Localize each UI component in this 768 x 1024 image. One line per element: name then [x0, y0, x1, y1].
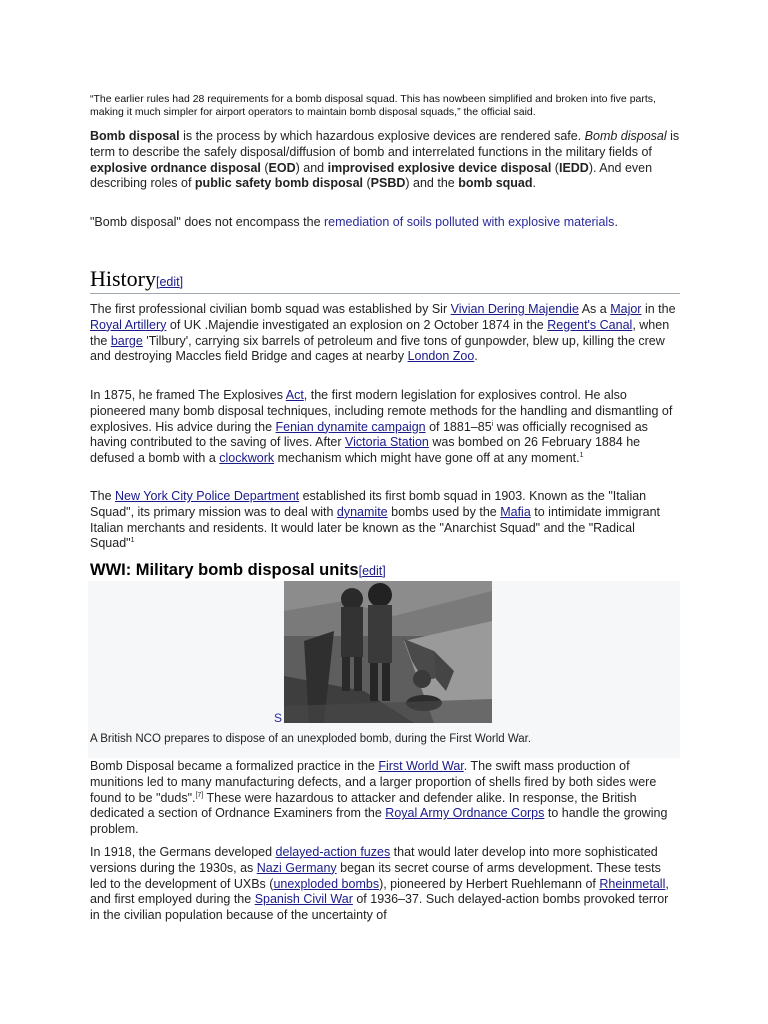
text: of 1881–85: [425, 419, 492, 434]
term-iedd-full: improvised explosive device disposal: [327, 160, 552, 175]
text: of UK .Majendie investigated an explosion on 2 October 1874 in the: [166, 317, 548, 332]
wwi-paragraph-2: [90, 845, 680, 924]
text: , and first employed during the: [90, 876, 669, 907]
link-mafia[interactable]: Mafia: [500, 504, 531, 519]
link-major[interactable]: Major: [610, 302, 642, 316]
term-eod: EOD: [268, 160, 296, 175]
term-italic: Bomb disposal: [584, 129, 667, 143]
link-soil-remediation[interactable]: remediation of soils polluted with explosive materials: [324, 215, 615, 229]
text: These were hazardous to attacker and defender alike. In response, the British dedicated a section of Ordnance Examiners from the: [90, 790, 637, 821]
text: Bomb Disposal became a formalized practice in the: [90, 759, 379, 773]
history-paragraph-1: [90, 302, 680, 365]
text: of 1936–37. Such delayed-action bombs provoked terror in the civilian population because of the uncertainty of: [90, 892, 669, 923]
text: As a: [578, 302, 611, 316]
figure-label[interactable]: S: [274, 711, 283, 725]
term-iedd: IEDD: [558, 160, 589, 175]
text: was officially recognised as having contributed to the saving of lives. After: [90, 419, 648, 450]
link-act[interactable]: Act: [285, 388, 304, 402]
link-unexploded-bombs[interactable]: unexploded bombs: [273, 876, 380, 891]
intro-text: (: [551, 160, 559, 175]
term-bomb-squad: bomb squad: [458, 176, 533, 191]
heading-divider: [90, 293, 680, 294]
history-paragraph-3: [90, 489, 680, 552]
text: in the: [641, 302, 676, 316]
citation-marker[interactable]: 1: [579, 452, 584, 460]
edit-link-wwi[interactable]: edit: [362, 564, 383, 578]
text: to intimidate immigrant Italian merchants and residents. It would later be known as the "Anarchist Squad" and the "Radical Squad": [90, 504, 661, 551]
bomb-disposal-photo[interactable]: [284, 581, 492, 723]
scope-text: .: [614, 215, 618, 229]
text: In 1918, the Germans developed: [90, 845, 276, 859]
intro-paragraph: [90, 129, 680, 192]
link-london-zoo[interactable]: London Zoo: [407, 349, 475, 364]
link-royal-artillery[interactable]: Royal Artillery: [90, 317, 167, 332]
history-paragraph-2: [90, 388, 680, 467]
text: mechanism which might have gone off at any moment.: [274, 451, 580, 466]
edit-bracket: [: [358, 564, 363, 578]
text: was bombed on 26 February 1884 he defused a bomb with a: [90, 435, 641, 466]
term-psbd: PSBD: [370, 176, 406, 191]
text: began its secret course of arms development. These tests led to the development of UXBs (: [90, 860, 661, 891]
text: The: [90, 489, 116, 503]
intro-text: (: [260, 160, 269, 175]
pull-quote: “The earlier rules had 28 requirements for a bomb disposal squad. This has nowbeen simplified and broken into five parts, making it much simpler for airport operators to maintain bomb disposal squads,” the official said.: [90, 93, 656, 118]
edit-link-history[interactable]: edit: [159, 275, 180, 289]
text: The first professional civilian bomb squad was established by Sir: [90, 302, 451, 316]
edit-bracket: ]: [382, 564, 386, 578]
citation-marker[interactable]: [7]: [195, 791, 204, 799]
text: , the first modern legislation for explosives control. He also pioneered many bomb disposal techniques, including remote methods for the handling and dismantling of explosives. His advice during the: [90, 388, 673, 434]
term-eod-full: explosive ordnance disposal: [90, 160, 261, 175]
text: .: [474, 349, 478, 364]
history-heading: [90, 266, 680, 292]
text: 'Tilbury', carrying six barrels of petroleum and five tons of gunpowder, blew up, killing the crew and destroying Maccles field Bridge and cages at nearby: [90, 333, 665, 364]
link-vivian-majendie[interactable]: Vivian Dering Majendie: [450, 302, 579, 316]
intro-text: ) and the: [405, 176, 459, 191]
text: established its first bomb squad in 1903. Known as the "Italian Squad", its primary mission was to deal with: [90, 489, 647, 519]
link-dynamite[interactable]: dynamite: [336, 504, 388, 519]
text: that would later develop into more sophisticated versions during the 1930s, as: [90, 845, 658, 875]
term-bomb-disposal: Bomb disposal: [90, 129, 180, 143]
text: . The swift mass production of munitions led to many manufacturing defects, and a larger proportion of shells fired by both sides were found to be "duds".: [90, 759, 657, 805]
link-fenian-campaign[interactable]: Fenian dynamite campaign: [275, 419, 426, 434]
link-regents-canal[interactable]: Regent's Canal: [547, 317, 633, 332]
intro-text: .: [532, 176, 537, 191]
text: ), pioneered by Herbert Ruehlemann of: [379, 876, 600, 891]
intro-text: ). And even describing roles of: [90, 160, 653, 191]
wwi-heading-text: WWI: Military bomb disposal units: [90, 561, 359, 579]
citation-marker[interactable]: 1: [130, 537, 135, 545]
scope-paragraph: [90, 215, 680, 231]
link-first-world-war[interactable]: First World War: [378, 759, 464, 773]
wwi-heading: [90, 561, 680, 580]
figure-box: [88, 581, 680, 758]
link-victoria-station[interactable]: Victoria Station: [345, 435, 429, 450]
edit-bracket: [: [156, 275, 160, 289]
link-delayed-action-fuzes[interactable]: delayed-action fuzes: [275, 845, 391, 859]
intro-text: (: [363, 176, 371, 191]
text: to handle the growing problem.: [90, 806, 668, 837]
edit-bracket: ]: [179, 275, 184, 289]
intro-text: is term to describe the safely disposal/diffusion of bomb and interrelated functions in the military fields of: [90, 129, 680, 159]
history-heading-text: History: [90, 266, 156, 291]
figure-caption: A British NCO prepares to dispose of an unexploded bomb, during the First World War.: [90, 733, 532, 745]
intro-text: is the process by which hazardous explosive devices are rendered safe.: [179, 129, 585, 143]
term-psbd-full: public safety bomb disposal: [194, 176, 364, 191]
link-barge[interactable]: barge: [110, 333, 143, 348]
link-clockwork[interactable]: clockwork: [219, 451, 275, 466]
scope-text: "Bomb disposal" does not encompass the: [90, 215, 325, 229]
link-spanish-civil-war[interactable]: Spanish Civil War: [254, 892, 353, 907]
text: In 1875, he framed The Explosives: [90, 388, 286, 402]
wwi-paragraph-1: [90, 759, 680, 838]
intro-text: ) and: [295, 160, 328, 175]
link-nypd[interactable]: New York City Police Department: [115, 489, 300, 503]
link-nazi-germany[interactable]: Nazi Germany: [256, 860, 337, 875]
text: bombs used by the: [387, 504, 501, 519]
link-raoc[interactable]: Royal Army Ordnance Corps: [385, 806, 545, 821]
link-rheinmetall[interactable]: Rheinmetall: [599, 876, 666, 891]
text: , when the: [90, 317, 670, 348]
citation-marker[interactable]: i: [491, 420, 494, 428]
